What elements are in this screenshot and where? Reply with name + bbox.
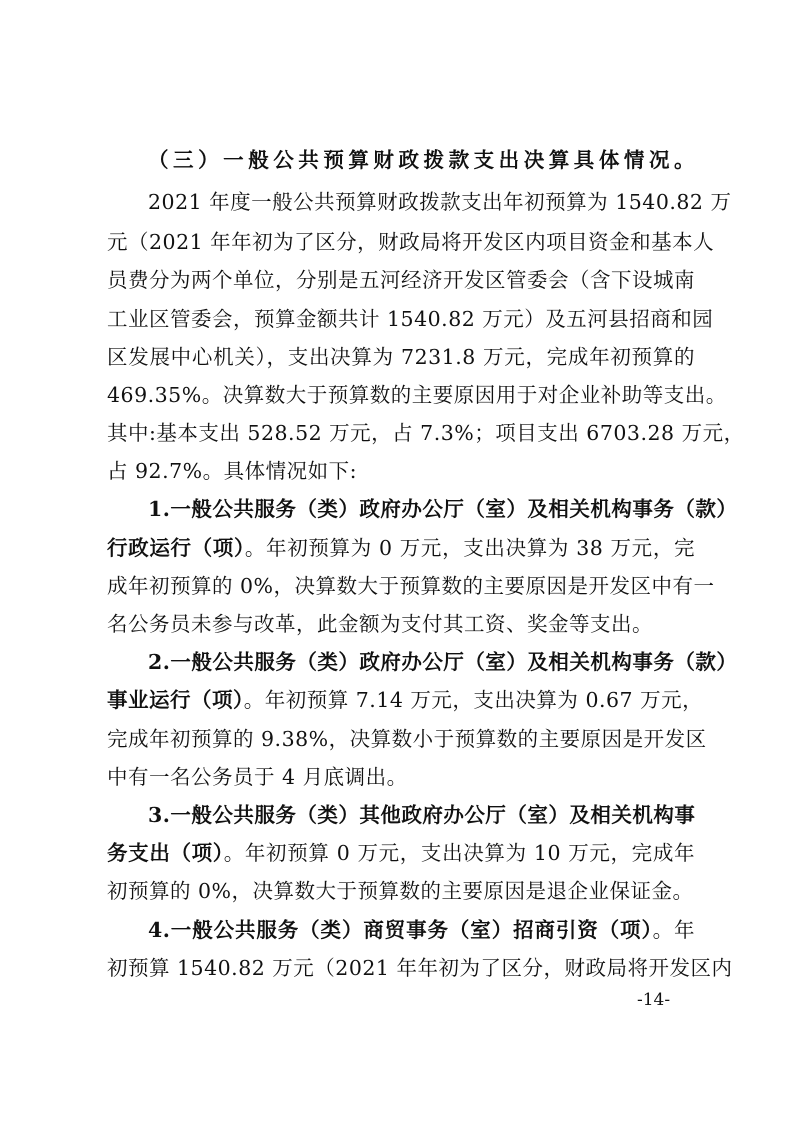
paragraph-line: 区发展中心机关），支出决算为 7231.8 万元，完成年初预算的: [107, 345, 695, 369]
paragraph-line: 占 92.7%。具体情况如下:: [107, 459, 358, 483]
paragraph-line: 事业运行（项）。年初预算 7.14 万元，支出决算为 0.67 万元，: [107, 688, 704, 712]
paragraph-line: 其中:基本支出 528.52 万元，占 7.3%；项目支出 6703.28 万元，: [107, 421, 745, 445]
paragraph-line: 中有一名公务员于 4 月底调出。: [107, 765, 408, 789]
paragraph-line: 初预算 1540.82 万元（2021 年年初为了区分，财政局将开发区内: [107, 956, 733, 980]
item-4-heading: 4.一般公共服务（类）商贸事务（室）招商引资（项）。年: [148, 918, 696, 942]
paragraph-line: 工业区管委会，预算金额共计 1540.82 万元）及五河县招商和园: [107, 307, 714, 331]
item-2-heading: 2.一般公共服务（类）政府办公厅（室）及相关机构事务（款）: [148, 650, 738, 674]
paragraph-line: 行政运行（项）。年初预算为 0 万元，支出决算为 38 万元，完: [107, 536, 695, 560]
section-heading: （三）一般公共预算财政拨款支出决算具体情况。: [148, 148, 695, 172]
paragraph-line: 务支出（项）。年初预算 0 万元，支出决算为 10 万元，完成年: [107, 841, 695, 865]
paragraph-line: 员费分为两个单位，分别是五河经济开发区管委会（含下设城南: [107, 268, 695, 292]
paragraph-line: 初预算的 0%，决算数大于预算数的主要原因是退企业保证金。: [107, 879, 694, 903]
paragraph-line: 2021 年度一般公共预算财政拨款支出年初预算为 1540.82 万: [148, 190, 732, 214]
paragraph-line: 469.35%。决算数大于预算数的主要原因用于对企业补助等支出。: [107, 383, 727, 407]
paragraph-line: 成年初预算的 0%，决算数大于预算数的主要原因是开发区中有一: [107, 574, 715, 598]
page-number: -14-: [637, 990, 671, 1010]
item-1-heading: 1.一般公共服务（类）政府办公厅（室）及相关机构事务（款）: [148, 497, 738, 521]
paragraph-line: 名公务员未参与改革，此金额为支付其工资、奖金等支出。: [107, 612, 653, 636]
item-3-heading: 3.一般公共服务（类）其他政府办公厅（室）及相关机构事: [148, 803, 696, 827]
paragraph-line: 元（2021 年年初为了区分，财政局将开发区内项目资金和基本人: [107, 230, 715, 254]
paragraph-line: 完成年初预算的 9.38%，决算数小于预算数的主要原因是开发区: [107, 727, 707, 751]
